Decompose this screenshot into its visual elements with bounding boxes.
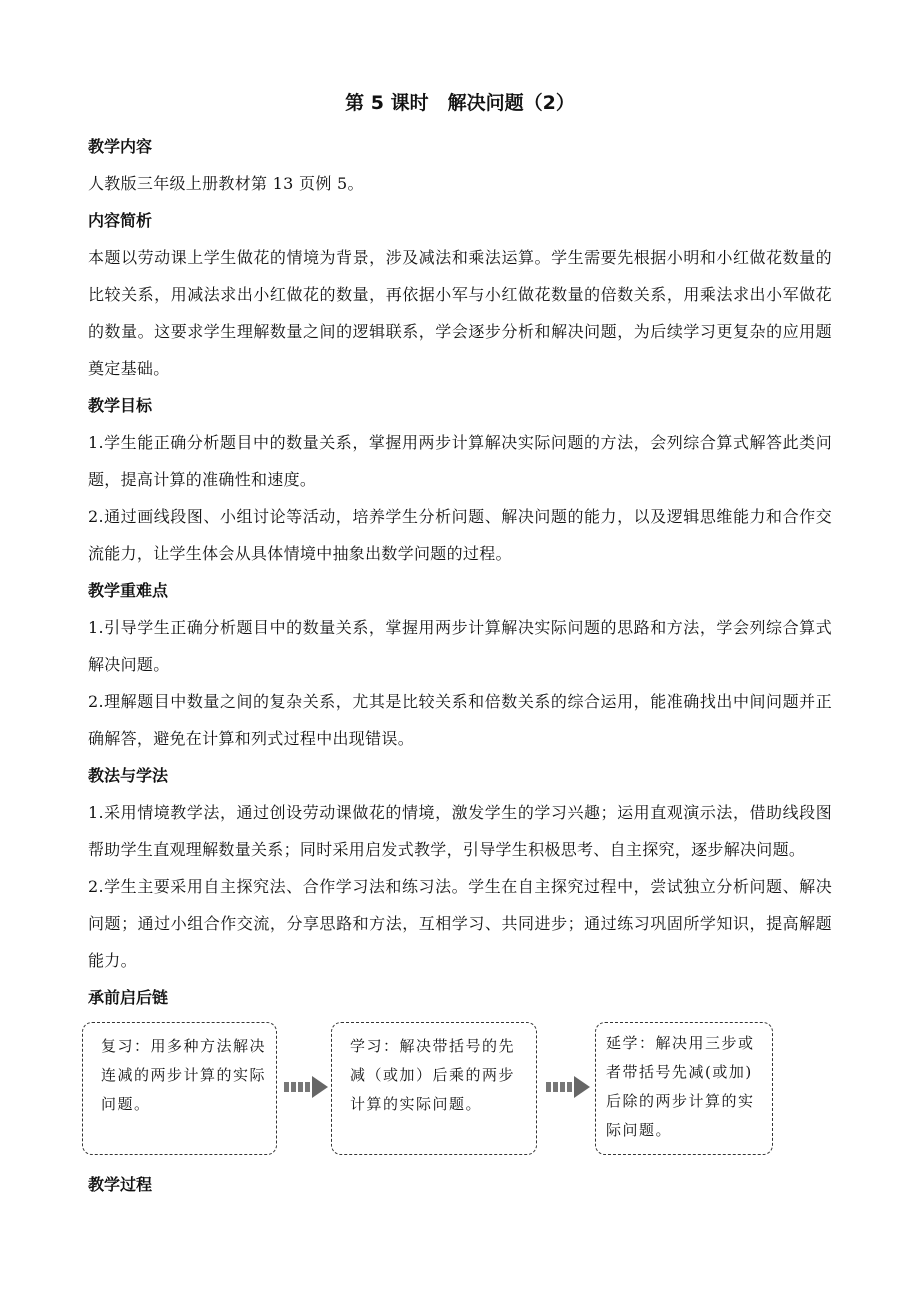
- review-box: 复习：用多种方法解决连减的两步计算的实际问题。: [82, 1022, 277, 1155]
- analysis-text: 本题以劳动课上学生做花的情境为背景，涉及减法和乘法运算。学生需要先根据小明和小红做花数量的比较关系，用减法求出小红做花的数量，再依据小军与小红做花数量的倍数关系，用乘法求出小军做花的数量。这要求学生理解数量之间的逻辑联系，学会逐步分析和解决问题，为后续学习更复杂的应用题奠定基础。: [88, 248, 832, 378]
- heading-methods: 教法与学法: [88, 766, 169, 785]
- method-item: 1.采用情境教学法，通过创设劳动课做花的情境，激发学生的学习兴趣；运用直观演示法，借助线段图帮助学生直观理解数量关系；同时采用启发式教学，引导学生积极思考、自主探究，逐步解决问题。: [88, 803, 832, 859]
- heading-content: 教学内容: [88, 137, 153, 156]
- double-arrow-right-icon: [284, 1076, 328, 1098]
- key-point-item: 1.引导学生正确分析题目中的数量关系，掌握用两步计算解决实际问题的思路和方法，学会列综合算式解决问题。: [88, 618, 832, 674]
- goal-item: 2.通过画线段图、小组讨论等活动，培养学生分析问题、解决问题的能力，以及逻辑思维能力和合作交流能力，让学生体会从具体情境中抽象出数学问题的过程。: [88, 507, 832, 563]
- double-arrow-right-icon: [546, 1076, 590, 1098]
- method-item: 2.学生主要采用自主探究法、合作学习法和练习法。学生在自主探究过程中，尝试独立分析问题、解决问题；通过小组合作交流，分享思路和方法，互相学习、共同进步；通过练习巩固所学知识，提高解题能力。: [88, 877, 832, 970]
- goal-item: 1.学生能正确分析题目中的数量关系，掌握用两步计算解决实际问题的方法，会列综合算式解答此类问题，提高计算的准确性和速度。: [88, 433, 832, 489]
- heading-process: 教学过程: [88, 1175, 153, 1194]
- content-text: 人教版三年级上册教材第 13 页例 5。: [88, 174, 364, 193]
- heading-goals: 教学目标: [88, 396, 153, 415]
- document-body: [88, 128, 832, 1203]
- heading-key-points: 教学重难点: [88, 581, 169, 600]
- learning-chain: [88, 1022, 832, 1160]
- extend-box: 延学：解决用三步或者带括号先减(或加)后除的两步计算的实际问题。: [595, 1022, 773, 1155]
- page-title: 第 5 课时 解决问题（2）: [345, 92, 575, 114]
- key-point-item: 2.理解题目中数量之间的复杂关系，尤其是比较关系和倍数关系的综合运用，能准确找出中间问题并正确解答，避免在计算和列式过程中出现错误。: [88, 692, 832, 748]
- heading-chain: 承前启后链: [88, 988, 169, 1007]
- heading-analysis: 内容简析: [88, 211, 153, 230]
- learn-box: 学习：解决带括号的先减（或加）后乘的两步计算的实际问题。: [331, 1022, 537, 1155]
